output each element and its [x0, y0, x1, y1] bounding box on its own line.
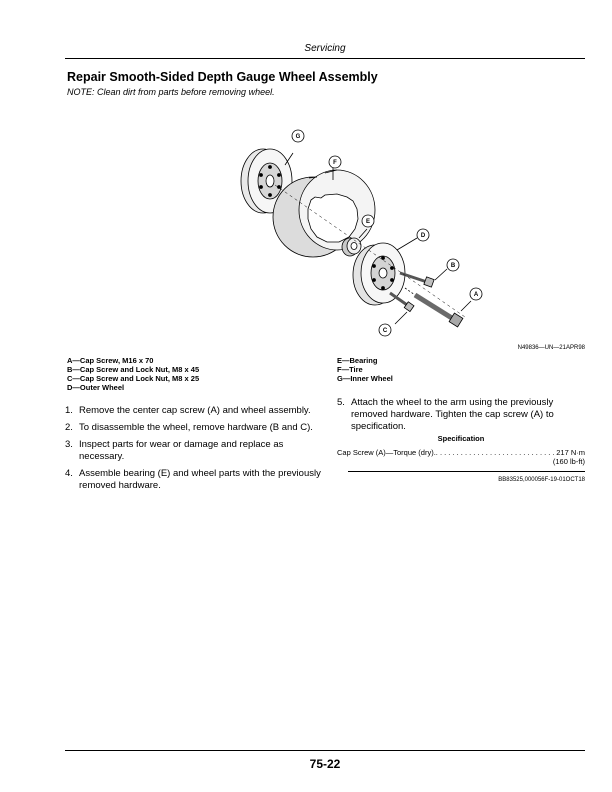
specification-row [337, 448, 585, 466]
spec-label: Cap Screw (A)—Torque (dry). [337, 448, 436, 457]
legend-item: A—Cap Screw, M16 x 70 [67, 356, 154, 365]
step-number: 5. [337, 397, 345, 408]
list-item [65, 468, 330, 492]
running-header: Servicing [304, 43, 346, 54]
step-text: Assemble bearing (E) and wheel parts with the previously removed hardware. [79, 468, 321, 491]
list-item [65, 405, 330, 417]
spec-leader-dots [436, 448, 556, 457]
callout-b: B [450, 263, 456, 269]
callout-e: E [365, 219, 371, 225]
page-title: Repair Smooth-Sided Depth Gauge Wheel Assembly [67, 70, 378, 84]
footer-rule [65, 750, 585, 751]
list-item [65, 422, 330, 434]
legend-item: C—Cap Screw and Lock Nut, M8 x 25 [67, 374, 200, 383]
callout-f: F [333, 160, 337, 166]
outer-wheel-part [353, 238, 417, 305]
legend-item: F—Tire [337, 365, 363, 374]
callout-a: A [473, 292, 479, 298]
procedure-steps-right [337, 397, 587, 438]
cap-screw-b-part [400, 269, 447, 287]
procedure-steps-left [65, 405, 330, 497]
step-number: 3. [65, 439, 73, 450]
spec-alt-value: (160 lb-ft) [552, 457, 585, 466]
specification-heading: Specification [437, 434, 485, 443]
note-text: NOTE: Clean dirt from parts before removing wheel. [67, 87, 275, 97]
page-number: 75-22 [309, 757, 341, 771]
legend-item: B—Cap Screw and Lock Nut, M8 x 45 [67, 365, 200, 374]
list-item [65, 439, 330, 463]
spec-value: 217 N·m [556, 448, 585, 457]
cap-screw-a-part [405, 288, 471, 327]
step-text: To disassemble the wheel, remove hardware (B and C). [79, 422, 313, 433]
step-text: Attach the wheel to the arm using the previously removed hardware. Tighten the cap screw (A) to specification. [351, 397, 554, 432]
step-number: 1. [65, 405, 73, 416]
callout-g: G [295, 134, 301, 140]
legend-item: E—Bearing [337, 356, 378, 365]
callout-c: C [382, 328, 388, 334]
figure-code: N49836—UN—21APR98 [517, 345, 585, 351]
step-text: Remove the center cap screw (A) and wheel assembly. [79, 405, 311, 416]
specification-code: BB83525,000056F-19-01OCT18 [498, 477, 585, 483]
legend-item: D—Outer Wheel [67, 383, 125, 392]
step-number: 2. [65, 422, 73, 433]
wheel-assembly-figure [225, 125, 495, 340]
step-text: Inspect parts for wear or damage and replace as necessary. [79, 439, 284, 462]
header-rule [65, 58, 585, 59]
list-item [337, 397, 587, 433]
legend-item: G—Inner Wheel [337, 374, 393, 383]
legend-left [67, 356, 327, 392]
specification-rule [348, 471, 585, 472]
legend-right [337, 356, 537, 383]
step-number: 4. [65, 468, 73, 479]
callout-d: D [420, 233, 426, 239]
